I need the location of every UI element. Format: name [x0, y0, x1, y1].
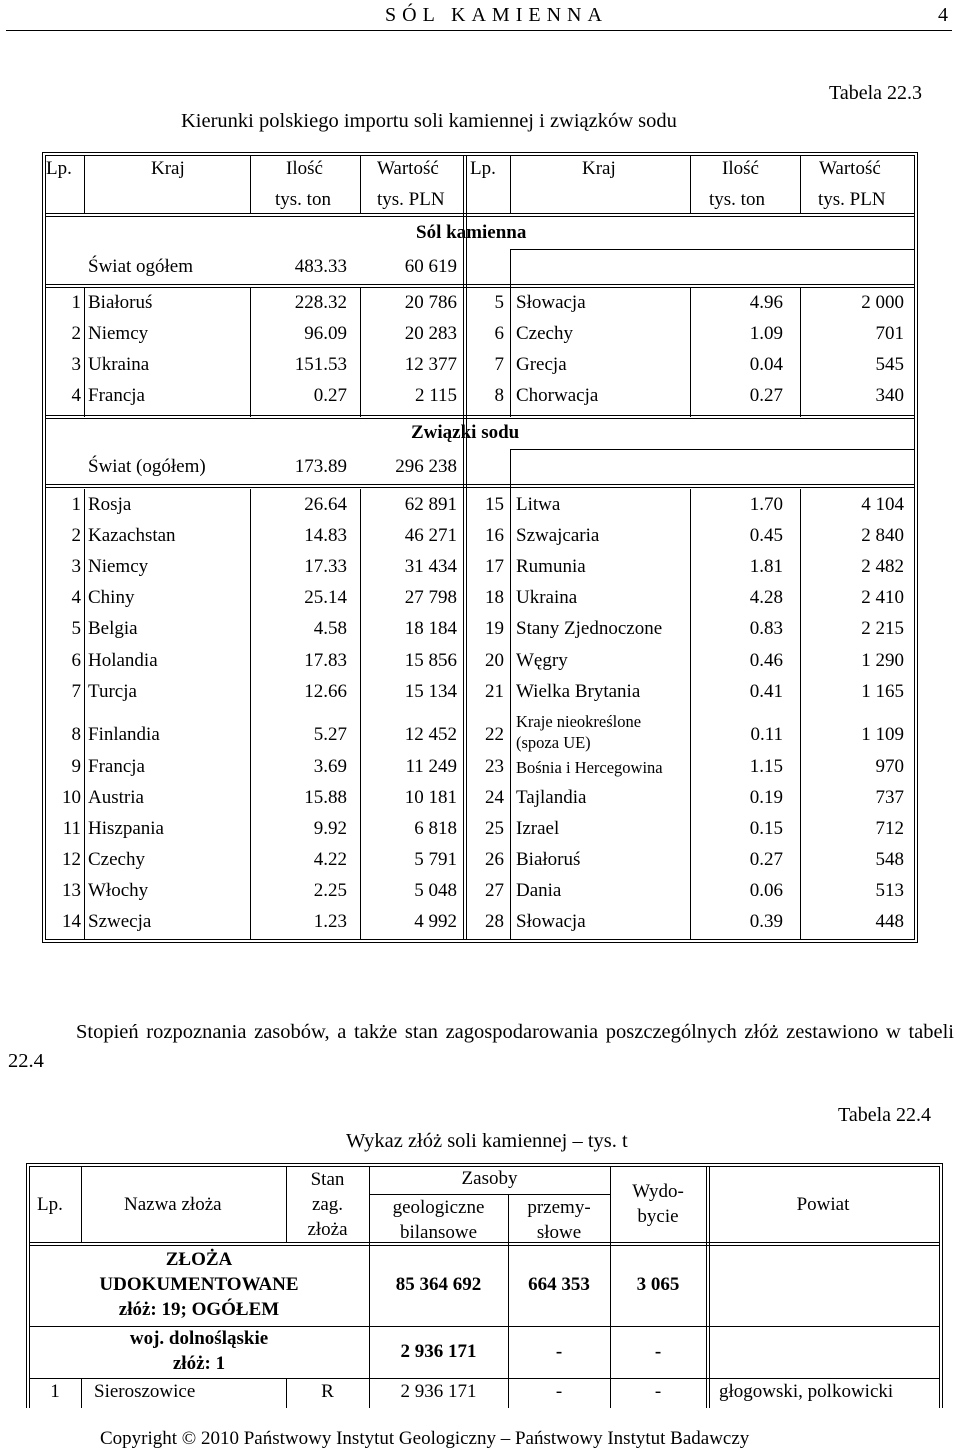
t1-col-lp-left: Lp.: [46, 158, 72, 179]
row-lp-right: 23: [485, 755, 504, 777]
t1-vline: [84, 155, 85, 213]
t1-vline: [690, 155, 691, 213]
row-lp-left: 7: [71, 680, 81, 702]
row-value-left: 12 452: [404, 723, 457, 745]
table2-caption-id: Tabela 22.4: [838, 1104, 932, 1126]
row-value-left: 5 048: [414, 880, 457, 902]
t2-row-geo: 2 936 171: [400, 1381, 477, 1402]
running-header-title: SÓL KAMIENNA: [385, 4, 608, 26]
row-country-right: Ukraina: [516, 587, 578, 609]
t2-col-przem-1: przemy-: [527, 1197, 591, 1218]
t1-col-kraj-left: Kraj: [151, 158, 185, 179]
t2-vline: [81, 1166, 82, 1242]
row-lp-left: 10: [62, 786, 81, 808]
t2-hline: [369, 1194, 610, 1195]
t1-vline: [510, 449, 511, 939]
row-lp-right: 7: [494, 354, 504, 376]
t2-region-geo: 2 936 171: [400, 1341, 477, 1362]
row-qty-left: 9.92: [313, 817, 347, 839]
t1-col-wartosc-right: Wartość: [819, 158, 881, 179]
t2-col-name: Nazwa złoża: [124, 1194, 222, 1215]
t1-sodium-title-line: [45, 415, 915, 419]
t2-col-geo-1: geologiczne: [392, 1197, 485, 1218]
t2-row-name: Sieroszowice: [94, 1381, 196, 1402]
row-value-right: 545: [875, 354, 904, 376]
t2-col-stan-3: złoża: [307, 1219, 348, 1240]
t2-col-lp: Lp.: [37, 1194, 63, 1215]
row-lp-left: 14: [62, 911, 81, 933]
row-lp-left: 1: [71, 494, 81, 515]
row-qty-left: 15.88: [304, 786, 347, 808]
row-value-right: 2 000: [861, 292, 904, 313]
t2-col-zasoby: Zasoby: [461, 1168, 518, 1189]
row-value-right: 1 165: [861, 680, 904, 702]
row-country-left: Białoruś: [88, 292, 153, 313]
t2-total-geo: 85 364 692: [395, 1274, 482, 1295]
row-qty-right: 0.04: [749, 354, 783, 376]
row-country-right: Stany Zjednoczone: [516, 618, 663, 640]
row-lp-right: 15: [485, 494, 504, 515]
row-value-left: 27 798: [404, 587, 457, 609]
t1-col-ilosc-left: Ilość: [286, 158, 323, 179]
t1-vline: [800, 155, 801, 213]
t2-col-powiat: Powiat: [796, 1194, 850, 1215]
row-qty-left: 14.83: [304, 525, 347, 547]
row-country-left: Włochy: [88, 880, 149, 902]
row-lp-right: 25: [485, 817, 504, 839]
row-lp-right: 22: [485, 723, 504, 745]
t1-vline: [510, 287, 511, 417]
t2-row-przem: -: [555, 1381, 563, 1402]
row-qty-right: 0.27: [749, 849, 783, 870]
row-country-right: Kraje nieokreślone: [516, 711, 642, 731]
row-value-right: 1 109: [861, 723, 904, 745]
row-qty-right: 0.83: [749, 618, 783, 640]
row-country-right: Wielka Brytania: [516, 680, 641, 702]
page-number: 4: [938, 4, 948, 26]
row-lp-right: 6: [494, 323, 504, 345]
t1-col-wartosc-unit-right: tys. PLN: [818, 189, 886, 210]
row-country-right: Węgry: [516, 649, 568, 671]
row-qty-left: 3.69: [313, 755, 347, 777]
row-country-right: Szwajcaria: [516, 525, 600, 547]
row-qty-right: 4.96: [749, 292, 783, 313]
row-qty-left: 12.66: [304, 680, 347, 702]
row-value-left: 31 434: [404, 556, 457, 578]
t2-region-label-1: woj. dolnośląskie: [129, 1328, 269, 1349]
row-qty-left: 5.27: [313, 723, 347, 745]
row-qty-left: 151.53: [294, 354, 347, 376]
row-lp-right: 19: [485, 618, 504, 640]
row-lp-right: 27: [485, 880, 504, 902]
row-country-left: Francja: [88, 755, 145, 777]
t2-col-wyd-2: bycie: [637, 1206, 679, 1227]
row-lp-right: 18: [485, 587, 504, 609]
header-rule: [6, 30, 952, 31]
t2-row-lp: 1: [50, 1381, 60, 1402]
t1-section-salt-title: Sól kamienna: [416, 222, 527, 243]
row-qty-right: 1.09: [749, 323, 783, 345]
copyright-footer: Copyright © 2010 Państwowy Instytut Geologiczny – Państwowy Instytut Badawczy: [100, 1428, 750, 1449]
row-country-right-extra: (spoza UE): [516, 732, 591, 752]
row-lp-right: 5: [494, 292, 504, 313]
row-country-left: Czechy: [88, 849, 145, 870]
row-lp-right: 24: [485, 786, 504, 808]
row-value-left: 2 115: [414, 385, 457, 407]
t1-salt-world-label: Świat ogółem: [88, 256, 194, 277]
row-lp-right: 16: [485, 525, 504, 547]
row-qty-right: 0.46: [749, 649, 783, 671]
row-lp-right: 26: [485, 849, 504, 870]
row-lp-left: 3: [71, 556, 81, 578]
t2-col-geo-2: bilansowe: [399, 1222, 478, 1243]
row-qty-right: 1.81: [749, 556, 783, 578]
row-country-right: Tajlandia: [516, 786, 587, 808]
row-country-left: Niemcy: [88, 556, 149, 578]
row-lp-left: 2: [71, 525, 81, 547]
row-qty-left: 1.23: [313, 911, 347, 933]
t2-hline: [29, 1326, 940, 1327]
row-value-right: 548: [875, 849, 904, 870]
row-value-right: 712: [875, 817, 904, 839]
row-value-right: 970: [875, 755, 904, 777]
row-country-right: Rumunia: [516, 556, 586, 578]
t1-section-sodium-title: Związki sodu: [411, 422, 520, 443]
row-value-right: 2 215: [861, 618, 904, 640]
row-qty-right: 1.15: [749, 755, 783, 777]
row-country-left: Holandia: [88, 649, 158, 671]
row-country-left: Belgia: [88, 618, 138, 640]
row-value-right: 1 290: [861, 649, 904, 671]
row-value-right: 448: [875, 911, 904, 933]
row-qty-right: 0.39: [749, 911, 783, 933]
row-country-left: Francja: [88, 385, 145, 407]
t1-hline: [510, 249, 915, 250]
table1-title: Kierunki polskiego importu soli kamiennej i związków sodu: [181, 110, 677, 132]
row-lp-left: 13: [62, 880, 81, 902]
row-qty-right: 0.41: [749, 680, 783, 702]
t2-hline: [29, 1378, 940, 1379]
row-country-right: Litwa: [516, 494, 561, 515]
row-qty-right: 0.45: [749, 525, 783, 547]
t1-vline: [84, 287, 85, 417]
row-value-left: 20 283: [404, 323, 457, 345]
row-lp-left: 1: [71, 292, 81, 313]
row-lp-right: 20: [485, 649, 504, 671]
row-value-left: 15 134: [404, 680, 457, 702]
row-lp-left: 12: [62, 849, 81, 870]
t2-region-wyd: -: [654, 1341, 662, 1362]
t2-row-wyd: -: [654, 1381, 662, 1402]
row-country-right: Izrael: [516, 817, 560, 839]
row-qty-left: 26.64: [304, 494, 347, 515]
row-country-right: Słowacja: [516, 911, 586, 933]
row-qty-right: 0.15: [749, 817, 783, 839]
row-lp-left: 2: [71, 323, 81, 345]
t2-col-przem-2: słowe: [536, 1222, 582, 1243]
row-lp-right: 28: [485, 911, 504, 933]
row-country-right: Czechy: [516, 323, 573, 345]
row-country-left: Hiszpania: [88, 817, 164, 839]
body-paragraph: Stopień rozpoznania zasobów, a także stan zagospodarowania poszczególnych złóż zestawiono w tabeli 22.4: [8, 1021, 954, 1072]
t1-col-wartosc-unit-left: tys. PLN: [377, 189, 445, 210]
row-country-right: Słowacja: [516, 292, 586, 313]
row-lp-left: 5: [71, 618, 81, 640]
row-value-left: 11 249: [405, 755, 457, 777]
row-value-left: 10 181: [404, 786, 457, 808]
t2-total-przem: 664 353: [528, 1274, 590, 1295]
row-qty-left: 0.27: [313, 385, 347, 407]
row-value-right: 737: [875, 786, 904, 808]
t1-salt-world-qty: 483.33: [294, 256, 347, 277]
t1-sodium-world-value: 296 238: [395, 456, 457, 477]
row-lp-left: 11: [62, 817, 81, 839]
t1-col-ilosc-unit-left: tys. ton: [275, 189, 331, 210]
t2-region-label-2: złóż: 1: [172, 1353, 226, 1374]
t1-col-wartosc-left: Wartość: [377, 158, 439, 179]
row-qty-left: 228.32: [294, 292, 347, 313]
row-qty-left: 4.22: [313, 849, 347, 870]
t2-total-wyd: 3 065: [636, 1274, 680, 1295]
row-value-left: 62 891: [404, 494, 457, 515]
t1-vline: [84, 489, 85, 939]
row-country-left: Turcja: [88, 680, 137, 702]
row-qty-left: 17.33: [304, 556, 347, 578]
row-country-right: Bośnia i Hercegowina: [516, 757, 663, 777]
row-qty-right: 0.06: [749, 880, 783, 902]
row-country-left: Finlandia: [88, 723, 160, 745]
t2-col-stan-2: zag.: [311, 1194, 344, 1215]
row-value-left: 6 818: [414, 817, 457, 839]
row-country-left: Austria: [88, 786, 144, 808]
t1-sodium-world-qty: 173.89: [294, 456, 347, 477]
row-lp-left: 4: [71, 587, 81, 609]
row-value-right: 513: [875, 880, 904, 902]
t2-total-label-2: UDOKUMENTOWANE: [99, 1274, 299, 1295]
t1-col-lp-right: Lp.: [470, 158, 496, 179]
row-country-left: Rosja: [88, 494, 132, 515]
t1-salt-world-value: 60 619: [404, 256, 457, 277]
row-country-left: Ukraina: [88, 354, 150, 376]
row-qty-right: 1.70: [749, 494, 783, 515]
t1-vline: [250, 155, 251, 213]
table1-caption-id: Tabela 22.3: [829, 82, 923, 104]
t1-vline: [360, 155, 361, 213]
t1-vline: [510, 155, 511, 213]
t1-salt-section-line: [45, 284, 915, 288]
t2-col-stan-1: Stan: [310, 1169, 345, 1190]
t1-header-bottom-line: [45, 213, 915, 217]
row-lp-right: 8: [494, 385, 504, 407]
row-lp-left: 4: [71, 385, 81, 407]
row-qty-left: 2.25: [313, 880, 347, 902]
row-value-right: 4 104: [861, 494, 904, 515]
row-value-right: 2 410: [861, 587, 904, 609]
row-qty-left: 17.83: [304, 649, 347, 671]
row-value-left: 15 856: [404, 649, 457, 671]
row-lp-left: 3: [71, 354, 81, 376]
t1-sodium-section-line: [45, 484, 915, 488]
row-qty-right: 0.11: [750, 723, 783, 745]
row-value-right: 340: [875, 385, 904, 407]
row-lp-left: 6: [71, 649, 81, 671]
row-country-right: Grecja: [516, 354, 567, 376]
row-qty-right: 0.27: [749, 385, 783, 407]
t2-total-label-3: złóż: 19; OGÓŁEM: [118, 1299, 280, 1320]
row-qty-right: 4.28: [749, 587, 783, 609]
t1-col-kraj-right: Kraj: [582, 158, 616, 179]
row-lp-left: 8: [71, 723, 81, 745]
row-lp-right: 21: [485, 680, 504, 702]
row-country-left: Szwecja: [88, 911, 152, 933]
row-lp-right: 17: [485, 556, 504, 578]
row-country-right: Białoruś: [516, 849, 581, 870]
t2-row-stan: R: [321, 1381, 334, 1402]
row-qty-left: 96.09: [304, 323, 347, 345]
row-qty-left: 4.58: [313, 618, 347, 640]
row-value-left: 5 791: [414, 849, 457, 870]
row-value-left: 12 377: [404, 354, 457, 376]
t2-col-wyd-1: Wydo-: [632, 1181, 684, 1202]
row-value-right: 701: [875, 323, 904, 345]
row-qty-left: 25.14: [304, 587, 347, 609]
table2-title: Wykaz złóż soli kamiennej – tys. t: [346, 1130, 628, 1152]
row-country-left: Chiny: [88, 587, 135, 609]
row-country-right: Dania: [516, 880, 562, 902]
t2-region-przem: -: [555, 1341, 563, 1362]
t2-total-label-1: ZŁOŻA: [165, 1249, 233, 1270]
t2-vline: [81, 1378, 82, 1408]
t2-row-powiat: głogowski, polkowicki: [719, 1381, 894, 1402]
row-qty-right: 0.19: [749, 786, 783, 808]
t1-hline: [510, 449, 915, 450]
row-value-left: 18 184: [404, 618, 457, 640]
row-country-left: Kazachstan: [88, 525, 176, 547]
row-lp-left: 9: [71, 755, 81, 777]
t1-col-ilosc-right: Ilość: [722, 158, 759, 179]
row-value-left: 46 271: [404, 525, 457, 547]
row-country-right: Chorwacja: [516, 385, 599, 407]
row-country-left: Niemcy: [88, 323, 149, 345]
t1-sodium-world-label: Świat (ogółem): [88, 456, 206, 477]
row-value-left: 4 992: [414, 911, 457, 933]
row-value-right: 2 840: [861, 525, 904, 547]
row-value-left: 20 786: [404, 292, 457, 313]
t1-col-ilosc-unit-right: tys. ton: [709, 189, 765, 210]
t1-vline: [510, 249, 511, 287]
row-value-right: 2 482: [861, 556, 904, 578]
